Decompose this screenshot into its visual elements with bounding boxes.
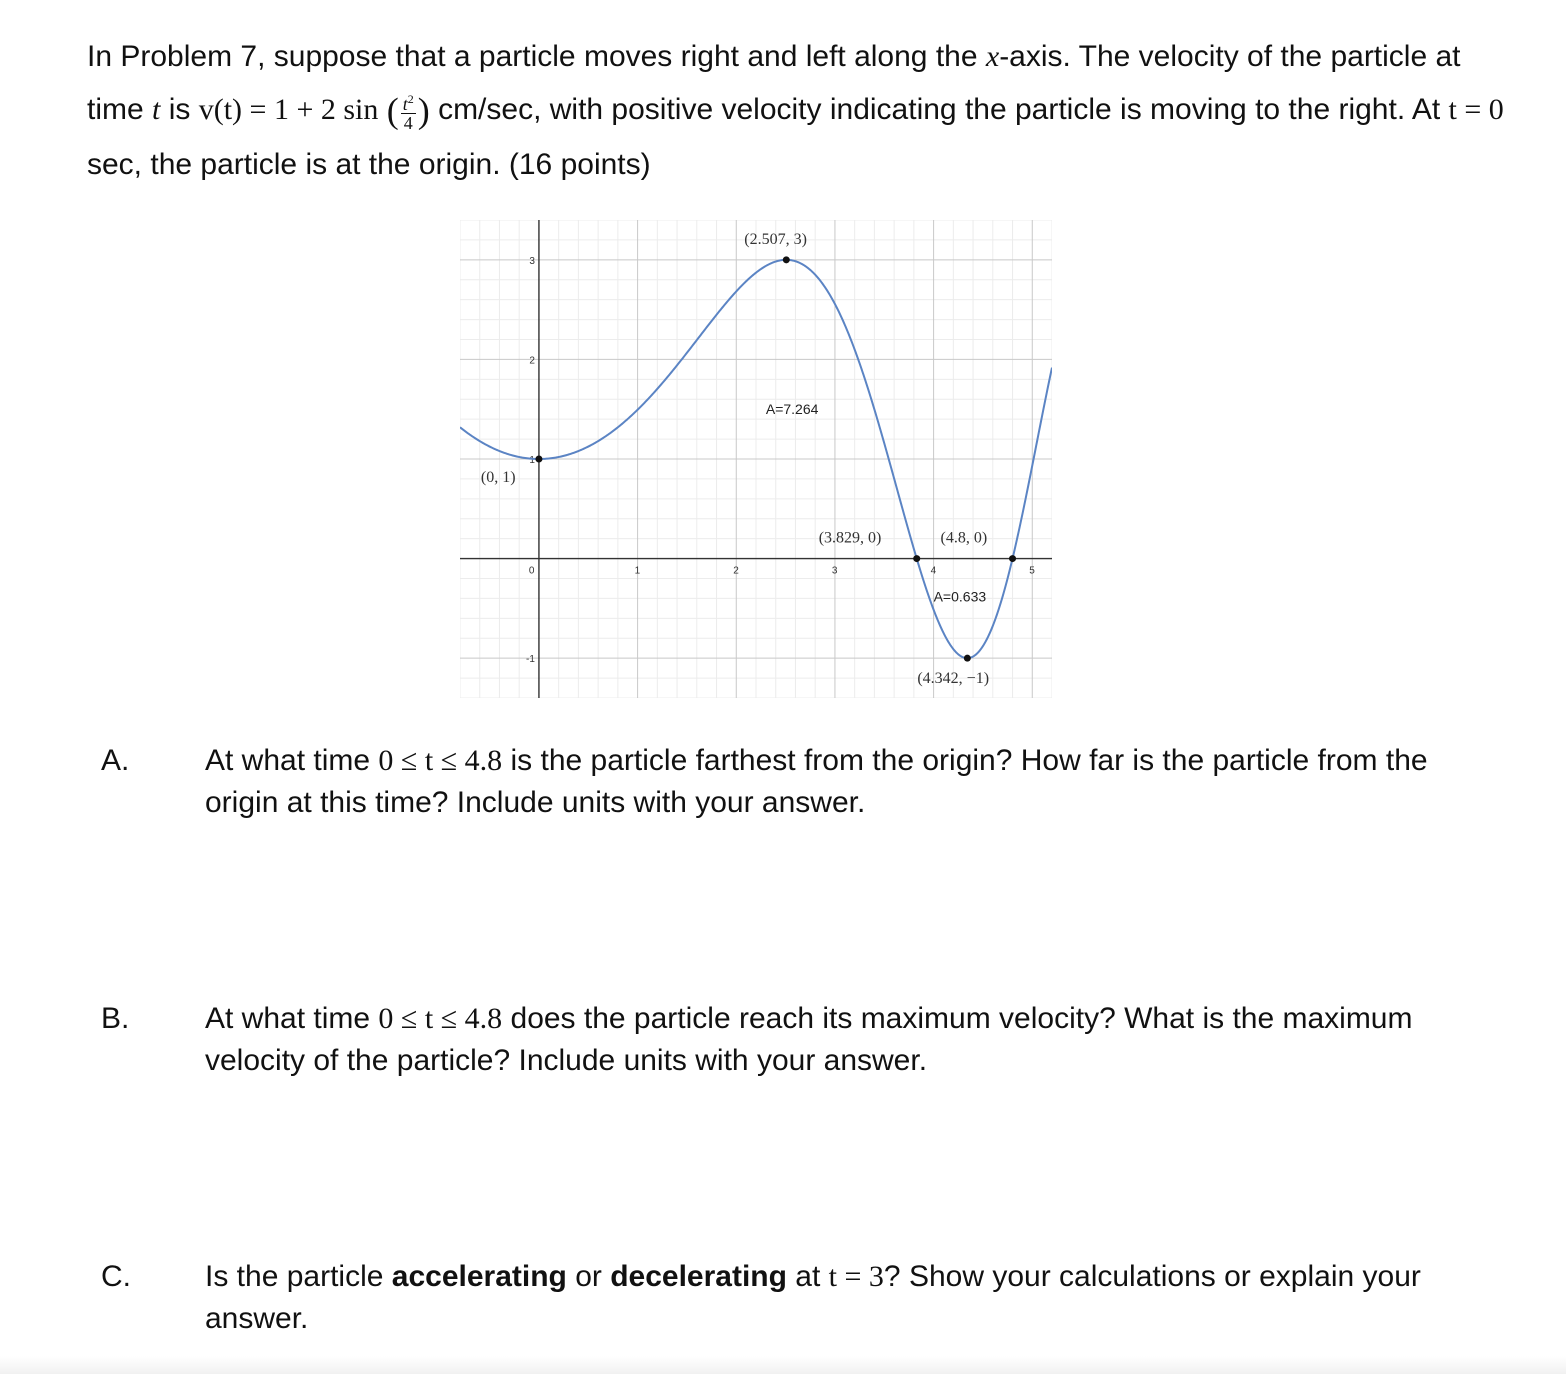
- q-inequality: 0 ≤ t ≤ 4.8: [378, 744, 503, 777]
- q-text-3: at: [786, 1260, 829, 1293]
- area-label: A=7.264: [765, 401, 819, 418]
- q-text-1: Is the particle: [205, 1260, 392, 1293]
- y-tick-label: 2: [529, 355, 535, 367]
- q-text-1: At what time: [205, 1002, 379, 1035]
- frac-exponent: 2: [407, 92, 414, 107]
- fraction: [401, 90, 416, 132]
- key-point-label: (4.342, −1): [917, 670, 990, 688]
- intro-text-2: -axis. The velocity of the particle at time: [87, 40, 1461, 126]
- frac-numerator: t: [402, 94, 408, 115]
- frac-denominator: 4: [403, 113, 413, 134]
- key-point-dot: [964, 655, 971, 662]
- x-tick-label: 3: [831, 565, 838, 577]
- intro-text-1: In Problem 7, suppose that a particle moves right and left along the: [87, 40, 986, 73]
- question-letter: A.: [101, 744, 130, 777]
- question-letter: B.: [101, 1002, 130, 1035]
- velocity-formula: v(t) = 1 + 2 sin: [198, 93, 379, 126]
- key-point-dot: [913, 555, 920, 562]
- page-bottom-edge: [0, 1356, 1566, 1374]
- question-text: [205, 1256, 1455, 1340]
- q-text-2: is the particle farthest from the origin? How far is the particle from the origin at this time? Include units with your answer.: [205, 744, 1428, 819]
- x-tick-label: 4: [930, 565, 937, 577]
- key-point-label: (0, 1): [480, 469, 516, 486]
- x-tick-label: 1: [634, 565, 641, 577]
- key-point-label: (2.507, 3): [744, 230, 807, 248]
- key-point-dot: [1009, 555, 1016, 562]
- var-t: t: [152, 93, 161, 126]
- key-point-label: (4.8, 0): [940, 529, 988, 547]
- key-point-label: (3.829, 0): [818, 529, 882, 547]
- q-text-1: At what time: [205, 744, 379, 777]
- bold-decelerating: decelerating: [610, 1260, 787, 1293]
- t-equals-three: t = 3: [828, 1260, 884, 1293]
- question-text: [205, 740, 1455, 824]
- q-text-2: does the particle reach its maximum velocity? What is the maximum velocity of the particle? Include units with your answer.: [205, 1002, 1413, 1077]
- problem-intro: [87, 30, 1507, 191]
- x-tick-label: 5: [1029, 565, 1035, 577]
- question-text: [205, 998, 1455, 1082]
- bold-accelerating: accelerating: [391, 1260, 567, 1293]
- x-tick-label: 0: [528, 565, 535, 577]
- paren-open: (: [386, 90, 399, 131]
- y-tick-label: 1: [529, 455, 535, 466]
- var-x: x: [985, 40, 1000, 73]
- q-inequality: 0 ≤ t ≤ 4.8: [378, 1002, 503, 1035]
- area-label: A=0.633: [933, 588, 987, 605]
- intro-text-3: is: [160, 93, 199, 126]
- q-text-2: or: [566, 1260, 611, 1293]
- question-letter: C.: [101, 1260, 131, 1293]
- y-tick-label: -1: [526, 654, 535, 666]
- key-point-dot: [535, 456, 542, 463]
- y-tick-label: 3: [529, 255, 535, 267]
- q-text-4: ? Show your calculations or explain your answer.: [205, 1260, 1421, 1335]
- x-tick-label: 2: [733, 565, 739, 577]
- velocity-graph: [460, 220, 1052, 698]
- key-point-dot: [783, 256, 790, 263]
- intro-text-4: cm/sec, with positive velocity indicating the particle is moving to the right. At: [429, 93, 1449, 126]
- paren-close: ): [417, 90, 430, 131]
- intro-text-5: sec, the particle is at the origin. (16 points): [87, 147, 651, 181]
- t-equals-zero: t = 0: [1448, 93, 1504, 126]
